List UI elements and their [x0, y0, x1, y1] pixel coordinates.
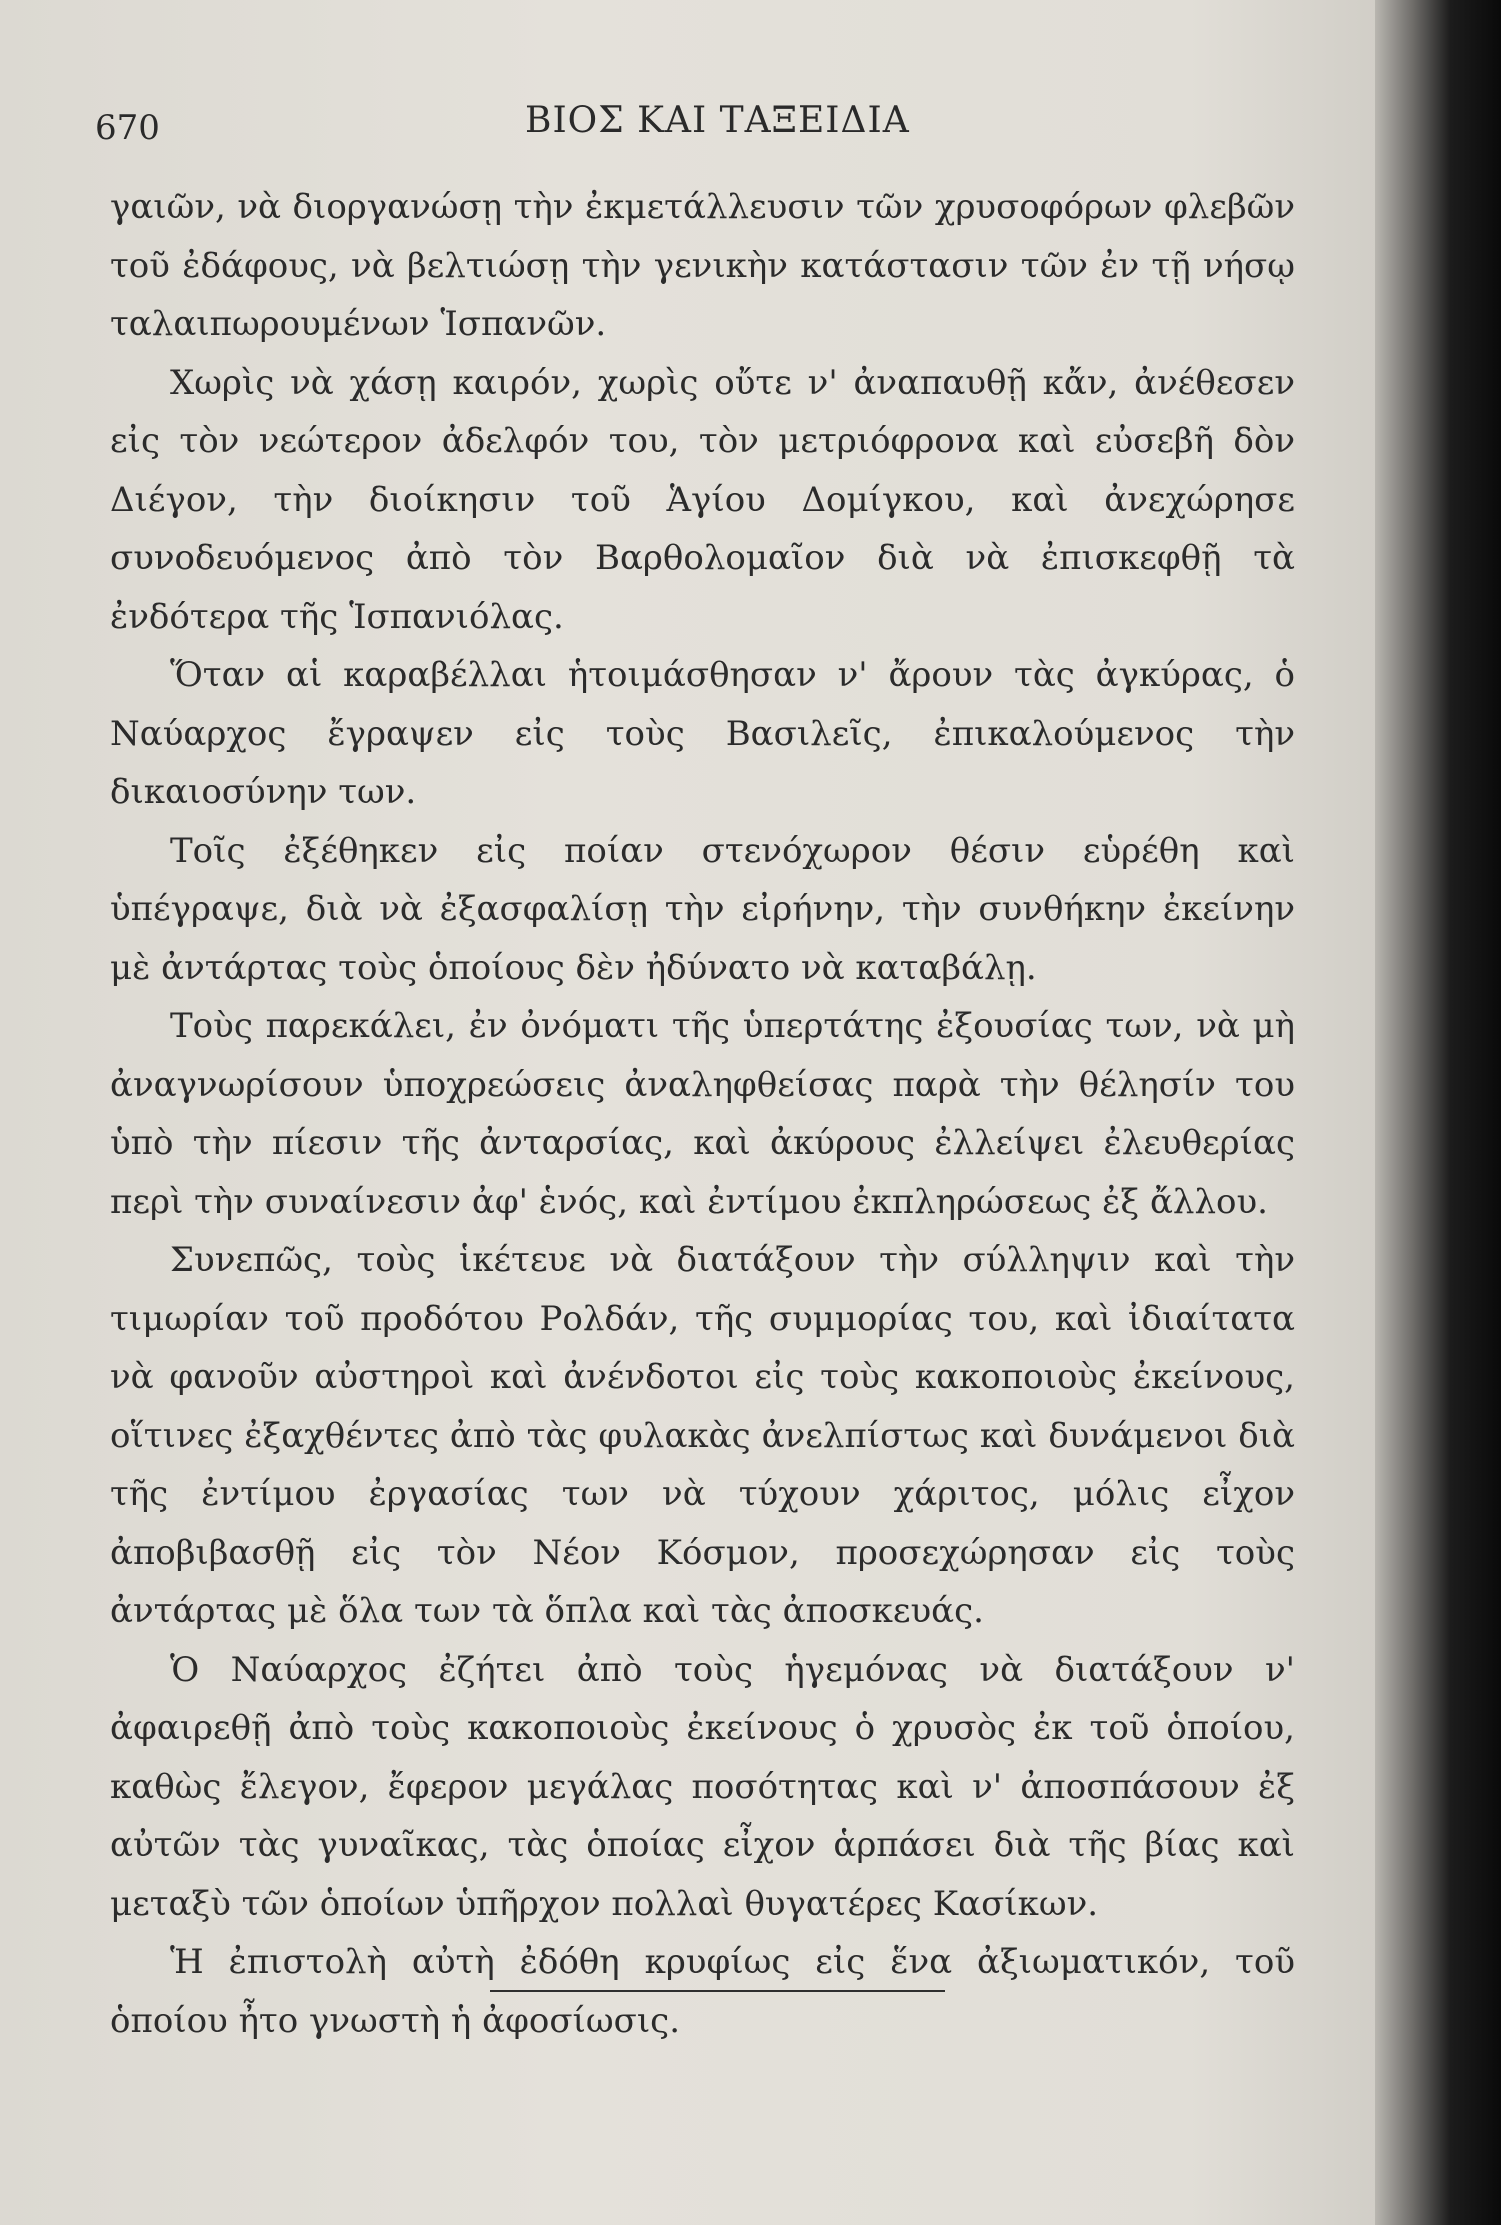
running-title: ΒΙΟΣ ΚΑΙ ΤΑΞΕΙΔΙΑ	[525, 100, 910, 141]
paragraph: Συνεπῶς, τοὺς ἱκέτευε νὰ διατάξουν τὴν σύλληψιν καὶ τὴν τιμωρίαν τοῦ προδότου Ρολδάν, τῆς συμμορίας του, καὶ ἰδιαίτατα νὰ φανοῦν αὐστηροὶ καὶ ἀνένδοτοι εἰς τοὺς κακοποιοὺς ἐκείνους, οἵτινες ἐξαχθέντες ἀπὸ τὰς φυλακὰς ἀνελπίστως καὶ δυνάμενοι διὰ τῆς ἐντίμου ἐργασίας των νὰ τύχουν χάριτος, μόλις εἶχον ἀποβιβασθῇ εἰς τὸν Νέον Κόσμον, προσεχώρησαν εἰς τοὺς ἀντάρτας μὲ ὅλα των τὰ ὅπλα καὶ τὰς ἀποσκευάς.	[110, 1240, 1295, 1631]
paragraph: Ὅταν αἱ καραβέλλαι ἡτοιμάσθησαν ν' ἄρουν τὰς ἀγκύρας, ὁ Ναύαρχος ἔγραψεν εἰς τοὺς Βασιλεῖς, ἐπικαλούμενος τὴν δικαιοσύνην των.	[110, 655, 1295, 812]
paragraph: Ὁ Ναύαρχος ἐζήτει ἀπὸ τοὺς ἡγεμόνας νὰ διατάξουν ν' ἀφαιρεθῇ ἀπὸ τοὺς κακοποιοὺς ἐκείνους ὁ χρυσὸς ἐκ τοῦ ὁποίου, καθὼς ἔλεγον, ἔφερον μεγάλας ποσότητας καὶ ν' ἀποσπάσουν ἐξ αὐτῶν τὰς γυναῖκας, τὰς ὁποίας εἶχον ἁρπάσει διὰ τῆς βίας καὶ μεταξὺ τῶν ὁποίων ὑπῆρχον πολλαὶ θυγατέρες Κασίκων.	[110, 1649, 1295, 1924]
page-header	[95, 100, 1295, 150]
paragraph: Χωρὶς νὰ χάσῃ καιρόν, χωρὶς οὔτε ν' ἀναπαυθῇ κἄν, ἀνέθεσεν εἰς τὸν νεώτερον ἀδελφόν του, τὸν μετριόφρονα καὶ εὐσεβῆ δὸν Διέγον, τὴν διοίκησιν τοῦ Ἁγίου Δομίγκου, καὶ ἀνεχώρησε συνοδευόμενος ἀπὸ τὸν Βαρθολομαῖον διὰ νὰ ἐπισκεφθῇ τὰ ἐνδότερα τῆς Ἱσπανιόλας.	[110, 362, 1295, 637]
page-number: 670	[95, 108, 160, 148]
paragraph: Τοῖς ἐξέθηκεν εἰς ποίαν στενόχωρον θέσιν εὑρέθη καὶ ὑπέγραψε, διὰ νὰ ἐξασφαλίσῃ τὴν εἰρήνην, τὴν συνθήκην ἐκείνην μὲ ἀντάρτας τοὺς ὁποίους δὲν ἠδύνατο νὰ καταβάλῃ.	[110, 830, 1295, 988]
paragraph: Ἡ ἐπιστολὴ αὐτὴ ἐδόθη κρυφίως εἰς ἕνα ἀξιωματικόν, τοῦ ὁποίου ἦτο γνωστὴ ἡ ἀφοσίωσις.	[110, 1942, 1295, 2041]
section-end-rule	[490, 1990, 945, 1992]
body-text	[110, 178, 1295, 2050]
book-spine-shadow	[1375, 0, 1501, 2225]
paragraph: γαιῶν, νὰ διοργανώσῃ τὴν ἐκμετάλλευσιν τῶν χρυσοφόρων φλεβῶν τοῦ ἐδάφους, νὰ βελτιώσῃ τὴν γενικὴν κατάστασιν τῶν ἐν τῇ νήσῳ ταλαιπωρουμένων Ἱσπανῶν.	[110, 187, 1295, 344]
paragraph: Τοὺς παρεκάλει, ἐν ὀνόματι τῆς ὑπερτάτης ἐξουσίας των, νὰ μὴ ἀναγνωρίσουν ὑποχρεώσεις ἀναληφθείσας παρὰ τὴν θέλησίν του ὑπὸ τὴν πίεσιν τῆς ἀνταρσίας, καὶ ἀκύρους ἐλλείψει ἐλευθερίας περὶ τὴν συναίνεσιν ἀφ' ἑνός, καὶ ἐντίμου ἐκπληρώσεως ἐξ ἄλλου.	[110, 1006, 1295, 1222]
